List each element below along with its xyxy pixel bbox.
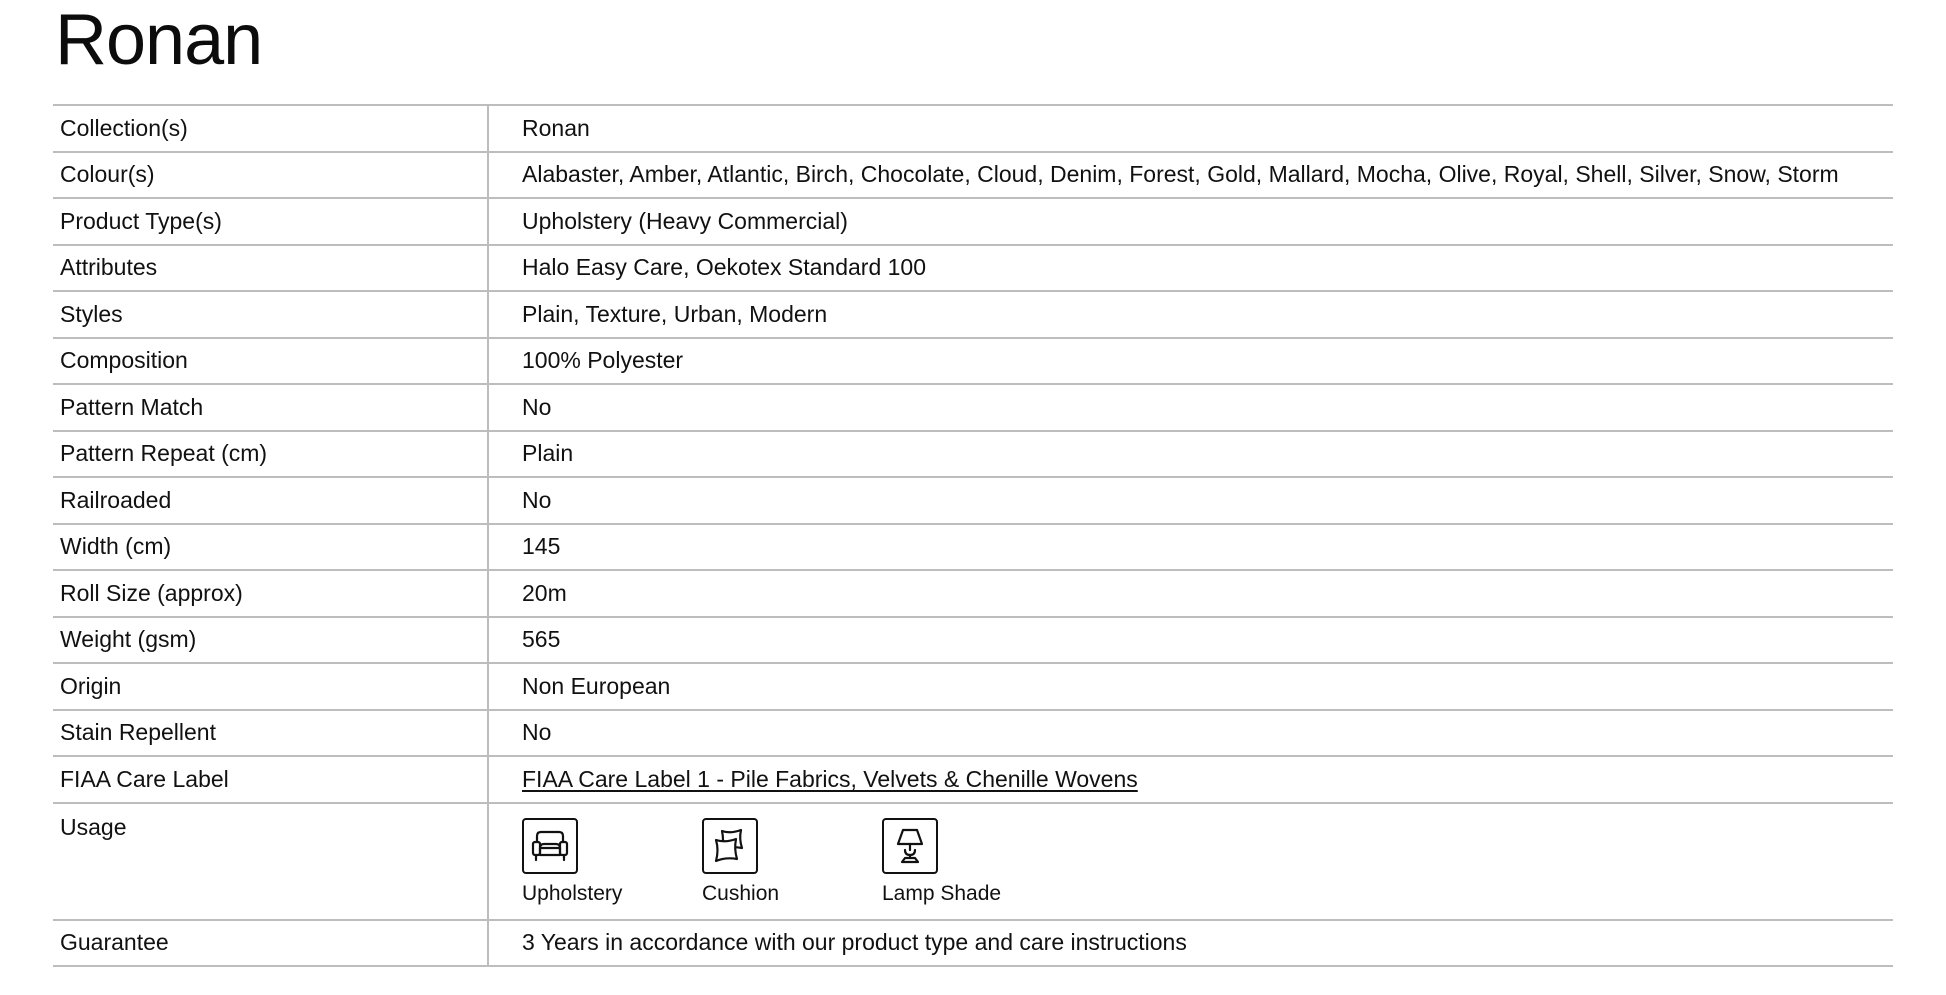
fiaa-care-label-link[interactable]: FIAA Care Label 1 - Pile Fabrics, Velvets & Chenille Wovens bbox=[522, 765, 1138, 792]
spec-label: Styles bbox=[53, 292, 489, 337]
spec-label: Guarantee bbox=[53, 921, 489, 966]
spec-value: 20m bbox=[522, 579, 567, 606]
spec-row-styles bbox=[53, 292, 1893, 339]
spec-label: Colour(s) bbox=[53, 153, 489, 198]
spec-value: 3 Years in accordance with our product type and care instructions bbox=[522, 929, 1187, 956]
spec-row-usage bbox=[53, 804, 1893, 921]
spec-label: Stain Repellent bbox=[53, 711, 489, 756]
spec-label: Roll Size (approx) bbox=[53, 571, 489, 616]
spec-row-pattern-match bbox=[53, 385, 1893, 432]
spec-value: 565 bbox=[522, 626, 561, 653]
armchair-icon bbox=[522, 818, 578, 874]
spec-row-attributes bbox=[53, 246, 1893, 293]
spec-value: 100% Polyester bbox=[522, 347, 684, 374]
spec-value: Non European bbox=[522, 672, 671, 699]
usage-item-lamp-shade bbox=[882, 818, 1062, 906]
spec-row-stain-repellent bbox=[53, 711, 1893, 758]
spec-row-width bbox=[53, 525, 1893, 572]
spec-label: Product Type(s) bbox=[53, 199, 489, 244]
spec-value: No bbox=[522, 486, 552, 513]
spec-row-origin bbox=[53, 664, 1893, 711]
spec-value bbox=[489, 757, 1893, 802]
cushion-icon bbox=[702, 818, 758, 874]
usage-item-upholstery bbox=[522, 818, 702, 906]
spec-label: Weight (gsm) bbox=[53, 618, 489, 663]
usage-item-label: Lamp Shade bbox=[882, 881, 1002, 905]
spec-label: Railroaded bbox=[53, 478, 489, 523]
spec-value: Upholstery (Heavy Commercial) bbox=[522, 207, 848, 234]
lamp-icon bbox=[882, 818, 938, 874]
spec-row-roll-size bbox=[53, 571, 1893, 618]
usage-list bbox=[522, 818, 1062, 906]
spec-label: Composition bbox=[53, 339, 489, 384]
spec-label: FIAA Care Label bbox=[53, 757, 489, 802]
spec-value: Plain bbox=[522, 440, 574, 467]
spec-table bbox=[53, 104, 1893, 967]
spec-label: Collection(s) bbox=[53, 106, 489, 151]
spec-label: Pattern Repeat (cm) bbox=[53, 432, 489, 477]
spec-row-guarantee bbox=[53, 921, 1893, 968]
spec-row-product-types bbox=[53, 199, 1893, 246]
usage-value bbox=[489, 804, 1893, 919]
spec-value: Halo Easy Care, Oekotex Standard 100 bbox=[522, 254, 927, 281]
spec-row-colours bbox=[53, 153, 1893, 200]
usage-item-label: Cushion bbox=[702, 881, 780, 905]
spec-row-pattern-repeat bbox=[53, 432, 1893, 479]
spec-value: 145 bbox=[522, 533, 561, 560]
spec-label: Width (cm) bbox=[53, 525, 489, 570]
spec-row-railroaded bbox=[53, 478, 1893, 525]
spec-value: No bbox=[522, 719, 552, 746]
spec-row-weight bbox=[53, 618, 1893, 665]
spec-row-fiaa-care-label bbox=[53, 757, 1893, 804]
spec-row-collections bbox=[53, 106, 1893, 153]
usage-item-label: Upholstery bbox=[522, 881, 623, 905]
spec-label: Origin bbox=[53, 664, 489, 709]
spec-label: Attributes bbox=[53, 246, 489, 291]
spec-value: Ronan bbox=[522, 114, 590, 141]
spec-row-composition bbox=[53, 339, 1893, 386]
spec-label: Pattern Match bbox=[53, 385, 489, 430]
spec-value: Plain, Texture, Urban, Modern bbox=[522, 300, 828, 327]
page-title: Ronan bbox=[55, 0, 263, 80]
spec-value: No bbox=[522, 393, 552, 420]
spec-label: Usage bbox=[53, 804, 489, 919]
spec-value: Alabaster, Amber, Atlantic, Birch, Chocolate, Cloud, Denim, Forest, Gold, Mallard, Mocha, Olive, Royal, Shell, Silver, Snow, Storm bbox=[522, 161, 1839, 188]
usage-item-cushion bbox=[702, 818, 882, 906]
